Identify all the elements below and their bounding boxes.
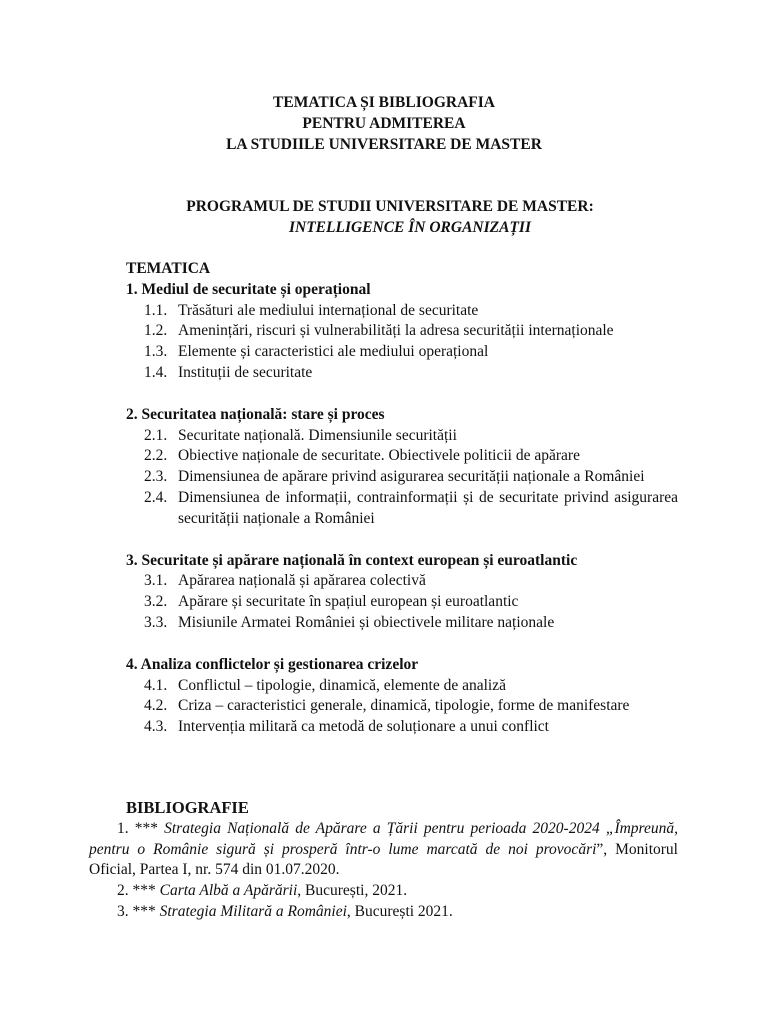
item-number: 4.3.: [144, 718, 168, 736]
item-number: 1.1.: [144, 301, 168, 319]
topic-section-3: [126, 551, 678, 634]
item-text: Instituții de securitate: [178, 363, 313, 381]
bibliography-entry: [89, 819, 678, 881]
entry-prefix: 3. ***: [117, 902, 160, 920]
list-item: [126, 613, 678, 634]
list-item: [126, 696, 678, 717]
item-text: Criza – caracteristici generale, dinamică, tipologie, forme de manifestare: [178, 697, 630, 715]
entry-title: Carta Albă a Apărării: [159, 882, 298, 900]
item-number: 1.2.: [144, 322, 168, 340]
list-item: [126, 592, 678, 613]
bibliography-entry: [89, 902, 678, 923]
list-item: [126, 321, 678, 342]
item-text: Apărare și securitate în spațiul european și euroatlantic: [178, 593, 519, 611]
topic-section-4: [126, 655, 678, 738]
item-text: Conflictul – tipologie, dinamică, elemente de analiză: [178, 676, 506, 694]
item-text: Amenințări, riscuri și vulnerabilități la adresa securității internaționale: [178, 322, 614, 340]
item-text: Elemente și caracteristici ale mediului operațional: [178, 343, 489, 361]
header-line-3: LA STUDIILE UNIVERSITARE DE MASTER: [226, 135, 542, 153]
bibliography-title: BIBLIOGRAFIE: [126, 798, 249, 817]
item-text: Misiunile Armatei României și obiectivele militare naționale: [178, 613, 555, 631]
header-line-1: TEMATICA ȘI BIBLIOGRAFIA: [273, 94, 495, 111]
item-text: Obiective naționale de securitate. Obiectivele politicii de apărare: [178, 447, 580, 465]
item-text: Securitate națională. Dimensiunile securității: [178, 426, 457, 444]
item-text: Dimensiunea de informații, contrainformații și de securitate privind asigurarea securității naționale a României: [178, 488, 678, 527]
entry-suffix: ”, Monitorul Oficial, Partea I, nr. 574 din 01.07.2020.: [89, 840, 678, 879]
item-number: 2.1.: [144, 426, 168, 444]
entry-title: Strategia Militară a României: [159, 902, 347, 920]
document-header: [0, 93, 768, 155]
bibliography-section: [89, 798, 678, 923]
topic-section-2: [126, 405, 678, 530]
list-item: [126, 363, 678, 384]
entry-title: Strategia Națională de Apărare a Țării pentru perioada 2020-2024 „Împreună, pentru o Românie sigură și prosperă într-o lume marcată de noi provocări: [89, 819, 679, 858]
program-title: [130, 197, 650, 239]
item-text: Apărarea națională și apărarea colectivă: [178, 572, 426, 590]
entry-prefix: 2. ***: [117, 882, 160, 900]
header-line-2: PENTRU ADMITEREA: [302, 114, 466, 132]
topic-section-1: [126, 280, 678, 384]
item-text: Intervenția militară ca metodă de soluționare a unui conflict: [178, 718, 549, 736]
list-item: [126, 571, 678, 592]
program-line-1: PROGRAMUL DE STUDII UNIVERSITARE DE MASTER:: [186, 198, 594, 215]
list-item: [126, 676, 678, 697]
item-number: 4.1.: [144, 676, 168, 694]
item-number: 1.3.: [144, 343, 168, 361]
entry-suffix: , București, 2021.: [297, 882, 408, 900]
item-number: 2.3.: [144, 468, 168, 486]
item-text: Dimensiunea de apărare privind asigurarea securității naționale a României: [178, 468, 645, 486]
list-item: [126, 426, 678, 447]
tematica-section: [126, 259, 678, 759]
item-number: 4.2.: [144, 697, 168, 715]
item-number: 3.3.: [144, 613, 168, 631]
entry-suffix: , București 2021.: [346, 902, 453, 920]
item-number: 2.2.: [144, 447, 168, 465]
bibliography-entry: [89, 881, 678, 902]
item-text: Trăsături ale mediului internațional de securitate: [178, 301, 479, 319]
program-line-2: INTELLIGENCE ÎN ORGANIZAȚII: [288, 218, 531, 236]
list-item: [126, 342, 678, 363]
topic-heading: 1. Mediul de securitate și operațional: [126, 280, 371, 298]
item-number: 2.4.: [144, 488, 168, 506]
topic-heading: 3. Securitate și apărare națională în context european și euroatlantic: [126, 551, 578, 569]
list-item: [126, 301, 678, 322]
list-item: [126, 467, 678, 488]
item-number: 3.2.: [144, 593, 168, 611]
item-number: 1.4.: [144, 363, 168, 381]
list-item: [126, 488, 678, 530]
topic-heading: 4. Analiza conflictelor și gestionarea crizelor: [126, 655, 419, 673]
list-item: [126, 446, 678, 467]
tematica-title: TEMATICA: [126, 260, 211, 277]
entry-prefix: 1. ***: [117, 819, 165, 837]
item-number: 3.1.: [144, 572, 168, 590]
list-item: [126, 717, 678, 738]
topic-heading: 2. Securitatea națională: stare și proces: [126, 405, 385, 423]
